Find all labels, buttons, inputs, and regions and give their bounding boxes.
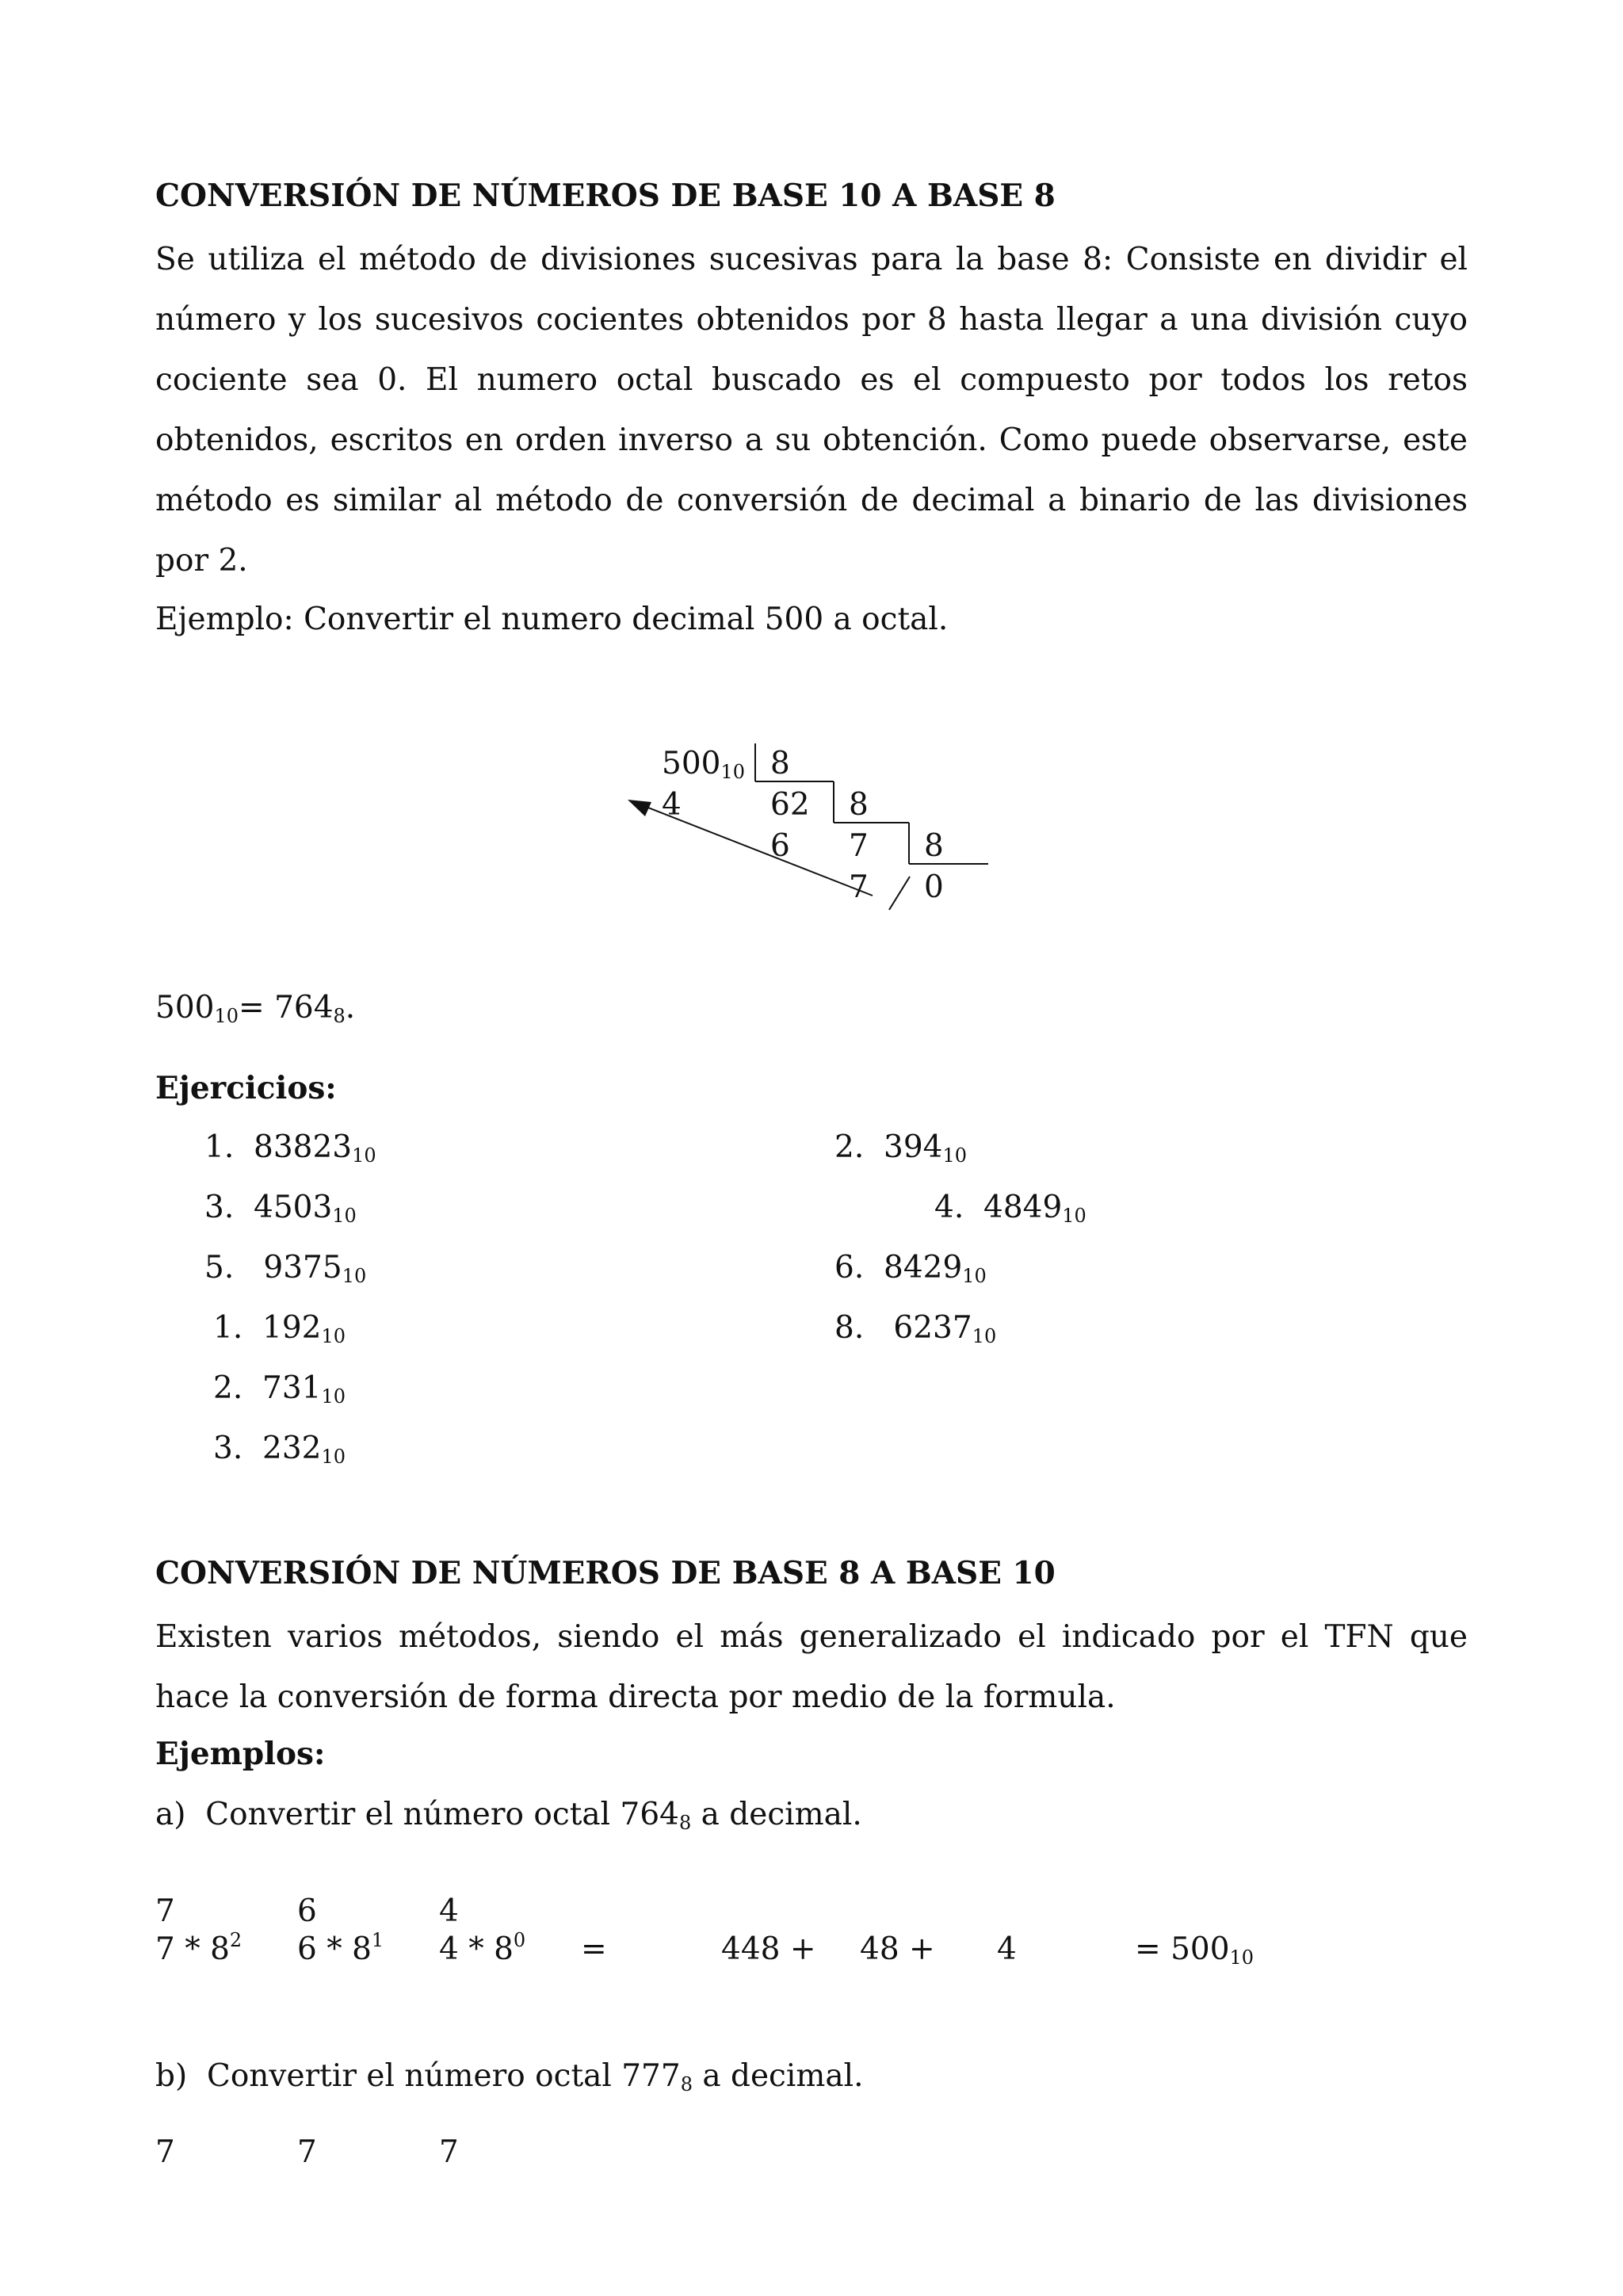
partial-a-2: 48 +	[860, 1931, 935, 1967]
section2-title: CONVERSIÓN DE NÚMEROS DE BASE 8 A BASE 10	[155, 1555, 1056, 1591]
exercise-item: 1. $192_{10}$	[213, 1310, 346, 1347]
digit-a-3: 4	[439, 1893, 459, 1929]
examples-title: Ejemplos:	[155, 1736, 326, 1772]
divisor-1: 8	[770, 746, 790, 781]
digit-b-1: 7	[155, 2134, 175, 2170]
result-equation: $500_{10}= 764_8$.	[155, 990, 356, 1027]
partial-a-1: 448 +	[721, 1931, 816, 1967]
remainder-1: 4	[662, 787, 682, 823]
exercise-item: 2. $394_{10}$	[834, 1129, 968, 1167]
divisor-2: 8	[849, 787, 869, 823]
exercise-item: 1. $83823_{10}$	[204, 1129, 376, 1167]
quotient-1: 62	[770, 787, 810, 823]
arrow-head-icon	[628, 800, 651, 816]
total-a: = $500_{10}$	[1135, 1931, 1254, 1969]
example-a: a) Convertir el número octal $764_8$ a decimal.	[155, 1797, 862, 1834]
section1-paragraph: Se utiliza el método de divisiones sucesivas para la base 8: Consiste en dividir el número y los sucesivos cocientes obtenidos por 8 hasta llegar a una división cuyo cociente sea 0. El numero octal buscado es el compuesto por todos los retos obtenidos, escritos en orden inverso a su obtención. Como puede observarse, este método es similar al método de conversión de decimal a binario de las divisiones por 2.	[155, 242, 1468, 579]
remainder-2: 6	[770, 828, 790, 864]
exercise-item: 4. $4849_{10}$	[934, 1190, 1086, 1227]
arrow-line	[634, 802, 873, 896]
exercise-item: 6. $8429_{10}$	[834, 1250, 987, 1287]
term-a-1: $7 * 8^2$	[155, 1929, 242, 1967]
digit-a-2: 6	[297, 1893, 317, 1929]
section2-paragraph: Existen varios métodos, siendo el más generalizado el indicado por el TFN que hace la conversión de forma directa por medio de la formula.	[155, 1619, 1468, 1715]
digit-b-2: 7	[297, 2134, 317, 2170]
section1-title: CONVERSIÓN DE NÚMEROS DE BASE 10 A BASE 8	[155, 178, 1056, 214]
term-a-3: $4 * 8^0$	[439, 1929, 526, 1967]
exercise-item: 3. $4503_{10}$	[204, 1190, 357, 1227]
partial-a-3: 4	[997, 1931, 1017, 1967]
equals-sign: =	[581, 1931, 607, 1967]
exercise-item: 5. $9375_{10}$	[204, 1250, 367, 1287]
digit-b-3: 7	[439, 2134, 459, 2170]
quotient-3: 0	[924, 869, 944, 905]
quotient-2: 7	[849, 828, 869, 864]
example-b: b) Convertir el número octal $777_8$ a decimal.	[155, 2058, 864, 2095]
dividend: $500_{10}$	[662, 746, 745, 783]
divisor-3: 8	[924, 828, 944, 864]
exercises-title: Ejercicios:	[155, 1070, 337, 1106]
remainder-3: 7	[849, 869, 869, 905]
example-statement: Ejemplo: Convertir el numero decimal 500 a octal.	[155, 602, 949, 637]
term-a-2: $6 * 8^1$	[297, 1929, 384, 1967]
exercise-item: 2. $731_{10}$	[213, 1370, 346, 1408]
exercise-item: 3. $232_{10}$	[213, 1431, 346, 1468]
exercise-item: 8. $6237_{10}$	[834, 1310, 997, 1347]
digit-a-1: 7	[155, 1893, 175, 1929]
